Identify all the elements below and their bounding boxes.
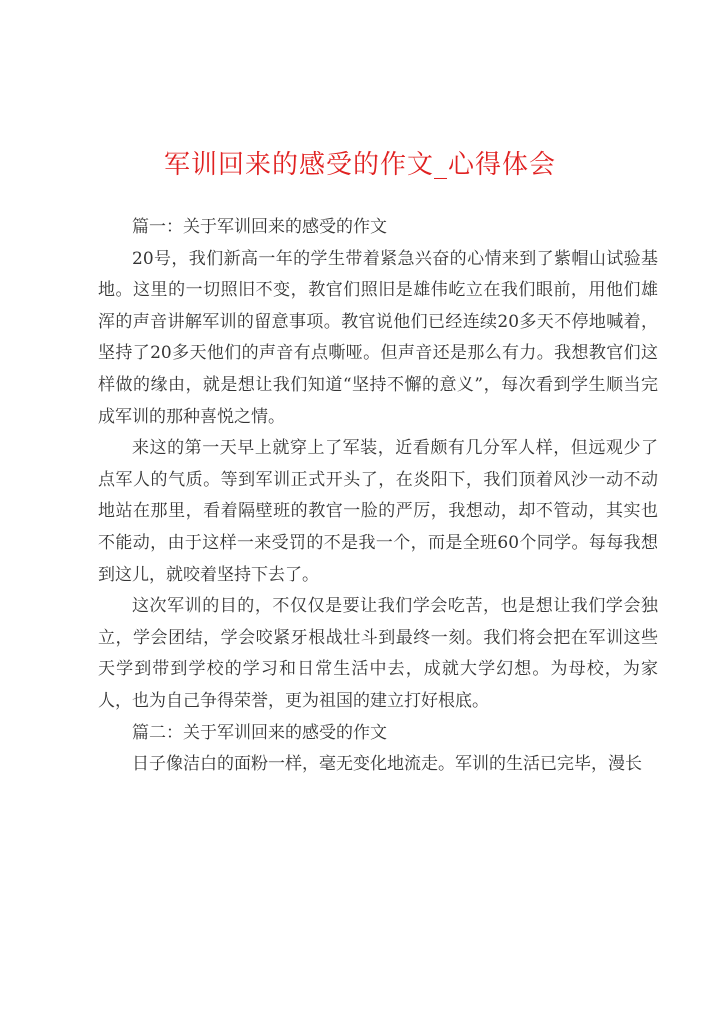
body-paragraph-3: 这次军训的目的，不仅仅是要让我们学会吃苦，也是想让我们学会独立，学会团结，学会咬紧牙根战壮斗到最终一刻。我们将会把在军训这些天学到带到学校的学习和日常生活中去，成就大学幻想。为母校，为家人，也为自己争得荣誉，更为祖国的建立打好根底。 <box>98 596 658 711</box>
document-title: 军训回来的感受的作文_心得体会 <box>163 150 556 180</box>
body-paragraph-2: 来这的第一天早上就穿上了军装，近看颇有几分军人样，但远观少了点军人的气质。等到军训正式开头了，在炎阳下，我们顶着风沙一动不动地站在那里，看着隔壁班的教官一脸的严厉，我想动，却不管动，其实也不能动，由于这样一来受罚的不是我一个，而是全班60个同学。每每我想到这儿，就咬着坚持下去了。 <box>98 438 658 585</box>
section-heading-2: 篇二：关于军训回来的感受的作文 <box>132 722 387 743</box>
section-heading-1: 篇一：关于军训回来的感受的作文 <box>132 217 387 237</box>
document-body <box>98 212 658 781</box>
body-paragraph-4: 日子像洁白的面粉一样，毫无变化地流走。军训的生活已完毕，漫长 <box>132 754 642 775</box>
body-paragraph-1: 20号，我们新高一年的学生带着紧急兴奋的心情来到了紫帽山试验基地。这里的一切照旧不变，教官们照旧是雄伟屹立在我们眼前，用他们雄浑的声音讲解军训的留意事项。教官说他们已经连续20多天不停地喊着，坚持了20多天他们的声音有点嘶哑。但声音还是那么有力。我想教官们这样做的缘由，就是想让我们知道“坚持不懈的意义”，每次看到学生顺当完成军训的那种喜悦之情。 <box>98 248 658 427</box>
